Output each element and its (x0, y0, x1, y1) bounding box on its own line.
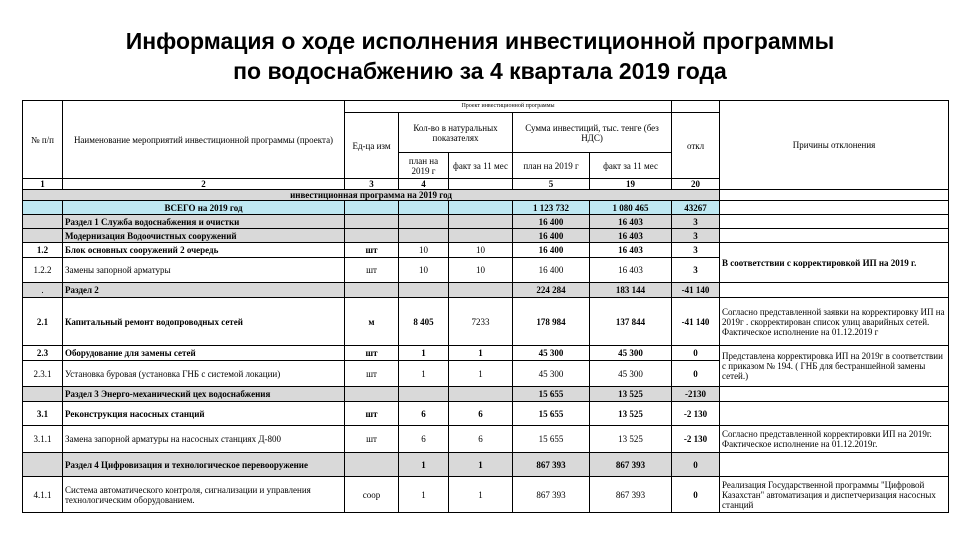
colnum: 4 (399, 179, 449, 190)
row-num: . (23, 283, 63, 298)
colnum: 19 (590, 179, 672, 190)
row-num (23, 229, 63, 243)
row-fact: 45 300 (590, 346, 672, 361)
total-row (23, 201, 949, 215)
row-dev: 0 (672, 361, 720, 387)
row-fact: 137 844 (590, 298, 672, 346)
row-qty-fact: 7233 (449, 298, 513, 346)
header-name: Наименование мероприятий инвестиционной программы (проекта) (63, 101, 345, 179)
row-fact: 16 403 (590, 229, 672, 243)
header-dev: откл (672, 113, 720, 179)
row-unit: м (345, 298, 399, 346)
header-num: № п/п (23, 101, 63, 179)
row-qty-plan: 1 (399, 477, 449, 513)
row-qty-plan: 8 405 (399, 298, 449, 346)
page-title (0, 26, 960, 86)
row-qty-plan: 10 (399, 243, 449, 258)
header-unit: Ед-ца изм (345, 113, 399, 179)
row-qty-fact: 6 (449, 426, 513, 453)
row-fact: 183 144 (590, 283, 672, 298)
row-plan: 15 655 (513, 402, 590, 426)
row-dev: 0 (672, 453, 720, 477)
row-name: Капитальный ремонт водопроводных сетей (63, 298, 345, 346)
table-row (23, 426, 949, 453)
row-plan: 16 400 (513, 243, 590, 258)
colnum: 20 (672, 179, 720, 190)
row-dev: -41 140 (672, 298, 720, 346)
row-plan: 16 400 (513, 258, 590, 283)
header-reasons: Причины отклонения (720, 101, 949, 190)
row-dev: 3 (672, 243, 720, 258)
row-unit: шт (345, 346, 399, 361)
row-num (23, 453, 63, 477)
row-fact: 16 403 (590, 215, 672, 229)
row-dev: -2130 (672, 387, 720, 402)
row-unit: соор (345, 477, 399, 513)
row-num (23, 387, 63, 402)
investment-table (22, 100, 949, 513)
table-row (23, 453, 949, 477)
row-qty-fact: 10 (449, 243, 513, 258)
colnum: 3 (345, 179, 399, 190)
reason-5: Реализация Государственной программы "Цифровой Казахстан" автоматизация и диспетчеризация насосных станций (720, 477, 949, 513)
row-num: 2.1 (23, 298, 63, 346)
header-qty-fact: факт за 11 мес (449, 153, 513, 179)
row-plan: 15 655 (513, 387, 590, 402)
table-row (23, 229, 949, 243)
row-num: 1.2 (23, 243, 63, 258)
row-fact: 13 525 (590, 402, 672, 426)
row-unit: шт (345, 402, 399, 426)
row-fact: 16 403 (590, 258, 672, 283)
row-name: Реконструкция насосных станций (63, 402, 345, 426)
table-row (23, 298, 949, 346)
row-plan: 224 284 (513, 283, 590, 298)
table-row (23, 387, 949, 402)
colnum: 1 (23, 179, 63, 190)
title-line-1: Информация о ходе исполнения инвестиционной программы (125, 28, 835, 54)
header-qty-plan: план на 2019 г (399, 153, 449, 179)
table-row (23, 346, 949, 361)
row-qty-fact: 1 (449, 477, 513, 513)
reason-4: Согласно представленной корректировки ИП на 2019г. Фактическое исполнение на 01.12.2019г. (720, 426, 949, 453)
row-qty-fact: 1 (449, 453, 513, 477)
row-name: Система автоматического контроля, сигнализации и управления технологическим оборудованием. (63, 477, 345, 513)
row-qty-plan: 1 (399, 361, 449, 387)
row-dev: 3 (672, 215, 720, 229)
header-sum-fact: факт за 11 мес (590, 153, 672, 179)
row-name: Оборудование для замены сетей (63, 346, 345, 361)
row-num: 4.1.1 (23, 477, 63, 513)
row-unit: шт (345, 426, 399, 453)
total-dev: 43267 (672, 201, 720, 215)
table-row (23, 283, 949, 298)
table-row (23, 477, 949, 513)
row-plan: 16 400 (513, 229, 590, 243)
row-plan: 16 400 (513, 215, 590, 229)
row-num: 1.2.2 (23, 258, 63, 283)
table-row (23, 215, 949, 229)
table-row (23, 243, 949, 258)
row-unit: шт (345, 258, 399, 283)
row-fact: 13 525 (590, 387, 672, 402)
header-sum-plan: план на 2019 г (513, 153, 590, 179)
colnum: 5 (513, 179, 590, 190)
row-qty-plan: 6 (399, 426, 449, 453)
row-fact: 867 393 (590, 453, 672, 477)
row-name: Раздел 4 Цифровизация и технологическое перевооружение (63, 453, 345, 477)
row-fact: 13 525 (590, 426, 672, 453)
section-label: инвестиционная программа на 2019 год (23, 190, 720, 201)
total-plan: 1 123 732 (513, 201, 590, 215)
row-qty-fact: 1 (449, 361, 513, 387)
row-plan: 45 300 (513, 346, 590, 361)
row-plan: 867 393 (513, 477, 590, 513)
reason-1: В соответствии с корректировкой ИП на 2019 г. (720, 243, 949, 283)
row-name: Раздел 2 (63, 283, 345, 298)
row-dev: 3 (672, 258, 720, 283)
row-dev: -41 140 (672, 283, 720, 298)
row-qty-fact: 1 (449, 346, 513, 361)
row-name: Модернизация Водоочистных сооружений (63, 229, 345, 243)
row-dev: 0 (672, 346, 720, 361)
row-qty-plan: 6 (399, 402, 449, 426)
row-name: Блок основных сооружений 2 очередь (63, 243, 345, 258)
header-project: Проект инвестиционной программы (345, 101, 672, 113)
row-name: Раздел 1 Служба водоснабжения и очистки (63, 215, 345, 229)
row-qty-fact: 6 (449, 402, 513, 426)
reason-2: Согласно представленной заявки на корректировку ИП на 2019г . скорректирован список улиц аварийных сетей. Фактическое исполнение на 01.12.2019 г (720, 298, 949, 346)
row-fact: 867 393 (590, 477, 672, 513)
row-plan: 45 300 (513, 361, 590, 387)
row-qty-plan: 10 (399, 258, 449, 283)
total-fact: 1 080 465 (590, 201, 672, 215)
header-qty: Кол-во в натуральных показателях (399, 113, 513, 153)
row-num: 3.1 (23, 402, 63, 426)
row-plan: 15 655 (513, 426, 590, 453)
row-unit: шт (345, 243, 399, 258)
row-name: Замена запорной арматуры на насосных станциях Д-800 (63, 426, 345, 453)
row-num (23, 215, 63, 229)
row-plan: 867 393 (513, 453, 590, 477)
row-name: Установка буровая (установка ГНБ с системой локации) (63, 361, 345, 387)
row-fact: 45 300 (590, 361, 672, 387)
row-num: 3.1.1 (23, 426, 63, 453)
row-num: 2.3.1 (23, 361, 63, 387)
total-label: ВСЕГО на 2019 год (63, 201, 345, 215)
reason-3: Представлена корректировка ИП на 2019г в соответствии с приказом № 194. ( ГНБ для бестраншейной замены сетей.) (720, 346, 949, 387)
title-line-2: по водоснабжению за 4 квартала 2019 года (233, 58, 727, 84)
row-plan: 178 984 (513, 298, 590, 346)
row-dev: 3 (672, 229, 720, 243)
table-row (23, 402, 949, 426)
row-fact: 16 403 (590, 243, 672, 258)
header-sum: Сумма инвестиций, тыс. тенге (без НДС) (513, 113, 672, 153)
row-qty-fact: 10 (449, 258, 513, 283)
row-num: 2.3 (23, 346, 63, 361)
row-qty-plan: 1 (399, 453, 449, 477)
row-name: Раздел 3 Энерго-механический цех водоснабжения (63, 387, 345, 402)
row-qty-plan: 1 (399, 346, 449, 361)
row-name: Замены запорной арматуры (63, 258, 345, 283)
row-unit: шт (345, 361, 399, 387)
row-dev: -2 130 (672, 426, 720, 453)
row-dev: -2 130 (672, 402, 720, 426)
row-dev: 0 (672, 477, 720, 513)
colnum: 2 (63, 179, 345, 190)
